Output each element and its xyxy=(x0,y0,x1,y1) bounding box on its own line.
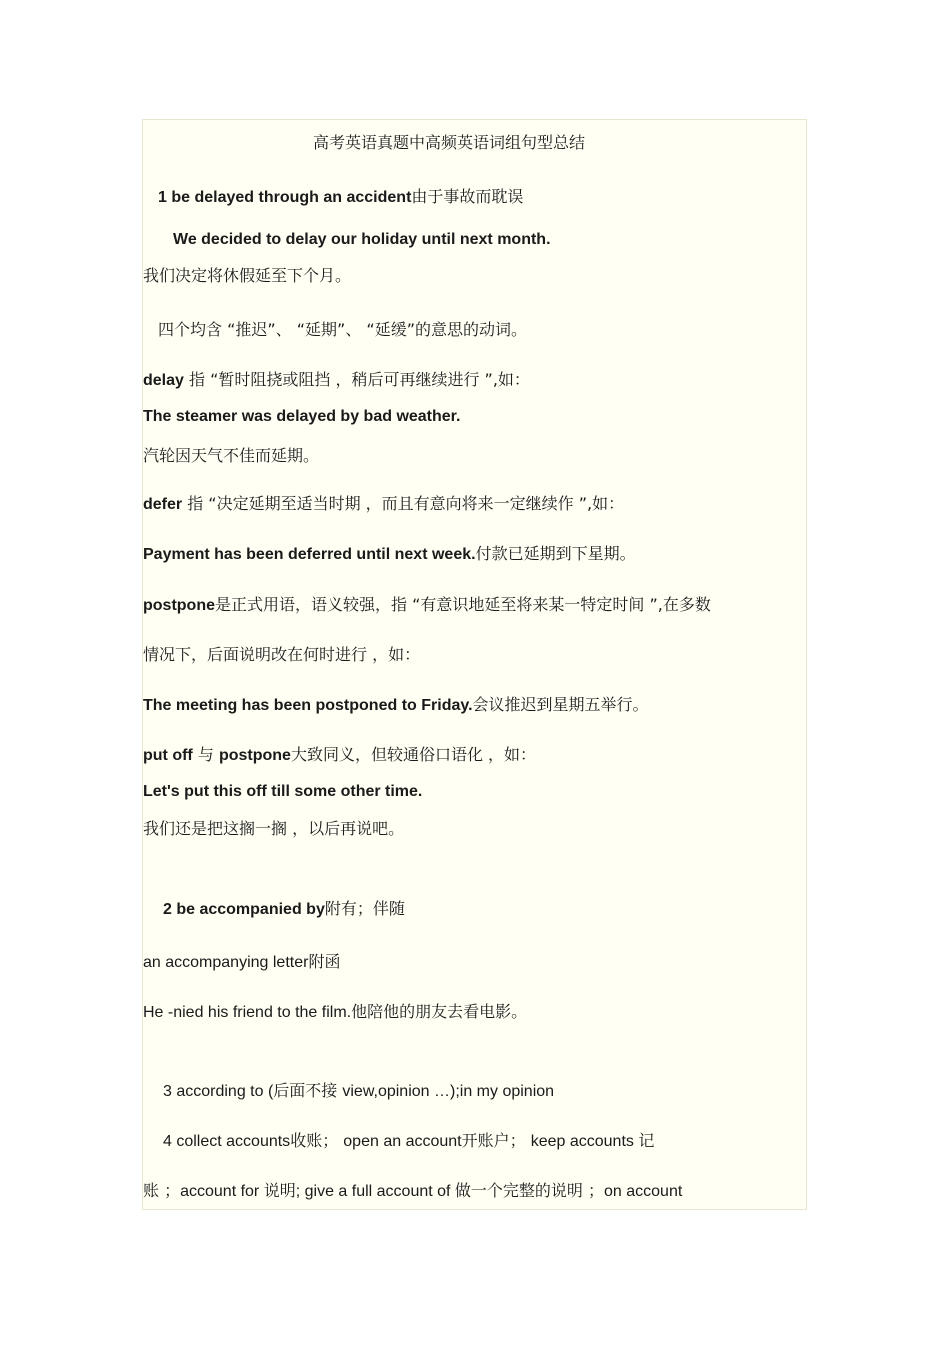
defer-term: defer xyxy=(143,496,183,513)
accompany-example-1 xyxy=(143,951,340,973)
postpone-example-cn: 会议推迟到星期五举行。 xyxy=(472,695,649,714)
example-delay-holiday-en: We decided to delay our holiday until next month. xyxy=(173,231,551,248)
section-4-l1-f: 记 xyxy=(638,1131,655,1150)
section-2-heading-cn: 附有；伴随 xyxy=(324,899,405,918)
accompany-example-1-en: an accompanying letter xyxy=(143,954,309,971)
defer-definition xyxy=(143,493,624,515)
section-4-line-2 xyxy=(143,1180,682,1202)
section-4-l2-f: on account xyxy=(604,1183,683,1200)
section-4-l2-d: ; give a full account of xyxy=(295,1183,455,1200)
defer-example xyxy=(143,543,636,565)
section-4-line-1 xyxy=(163,1130,654,1152)
accompany-example-2-cn: 他陪他的朋友去看电影。 xyxy=(351,1002,528,1021)
intro-text: 四个均含 “推迟”、 “延期”、 “延缓”的意思的动词。 xyxy=(158,320,527,339)
section-4-l1-e: keep accounts xyxy=(530,1133,639,1150)
delay-definition xyxy=(143,369,530,391)
delay-example-en: The steamer was delayed by bad weather. xyxy=(143,408,461,425)
example-delay-holiday-cn: 我们决定将休假延至下个月。 xyxy=(143,266,352,285)
section-2-heading-en: 2 be accompanied by xyxy=(163,901,325,918)
postpone-definition-text: 是正式用语，语义较强，指 “有意识地延至将来某一特定时间 ”,在多数 xyxy=(215,595,711,614)
section-1-heading-cn: 由于事故而耽误 xyxy=(411,187,524,206)
defer-example-cn: 付款已延期到下星期。 xyxy=(475,544,636,563)
postpone-example-en: The meeting has been postponed to Friday. xyxy=(143,697,473,714)
postpone-example xyxy=(143,694,649,716)
section-4-l2-a: 账 ； xyxy=(143,1181,181,1200)
section-2-heading xyxy=(163,898,405,920)
putoff-term: put off xyxy=(143,747,193,764)
accompany-example-2 xyxy=(143,1001,527,1023)
delay-definition-text: 指 “暂时阻挠或阻挡 ，稍后可再继续进行 ”,如： xyxy=(183,370,530,389)
putoff-example-en: Let's put this off till some other time. xyxy=(143,783,423,800)
section-1-heading xyxy=(158,186,523,208)
section-4-l1-a: 4 collect accounts xyxy=(163,1133,291,1150)
accompany-example-1-cn: 附函 xyxy=(308,952,341,971)
postpone-definition-cont: 情况下，后面说明改在何时进行 ，如： xyxy=(143,645,421,664)
section-3-part-a: 3 according to ( xyxy=(163,1083,274,1100)
putoff-definition xyxy=(143,744,536,766)
putoff-connector: 与 xyxy=(192,745,219,764)
delay-example-cn: 汽轮因天气不佳而延期。 xyxy=(143,446,320,465)
postpone-term: postpone xyxy=(143,597,215,614)
section-4-l1-c: open an account xyxy=(343,1133,462,1150)
defer-definition-text: 指 “决定延期至适当时期 ，而且有意向将来一定继续作 ”,如： xyxy=(182,494,625,513)
putoff-definition-text: 大致同义，但较通俗口语化 ，如： xyxy=(290,745,537,764)
section-4-l1-d: 开账户； xyxy=(461,1131,531,1150)
document-title: 高考英语真题中高频英语词组句型总结 xyxy=(313,133,586,152)
section-3-part-c: view,opinion …) xyxy=(342,1083,456,1100)
section-4-l2-b: account for xyxy=(180,1183,264,1200)
section-4-l2-c: 说明 xyxy=(263,1181,296,1200)
delay-term: delay xyxy=(143,372,184,389)
section-3-part-d: ;in my opinion xyxy=(455,1083,555,1100)
postpone-definition xyxy=(143,594,711,616)
section-1-heading-en: 1 be delayed through an accident xyxy=(158,189,412,206)
accompany-example-2-en: He -nied his friend to the film. xyxy=(143,1004,352,1021)
section-4-l1-b: 收账； xyxy=(290,1131,344,1150)
putoff-example-cn: 我们还是把这搁一搁 ，以后再说吧。 xyxy=(143,819,405,838)
section-3-part-b: 后面不接 xyxy=(273,1081,343,1100)
defer-example-en: Payment has been deferred until next week. xyxy=(143,546,476,563)
putoff-compare-term: postpone xyxy=(218,747,291,764)
section-4-l2-e: 做一个完整的说明 ； xyxy=(454,1181,605,1200)
section-3-line xyxy=(163,1080,554,1102)
